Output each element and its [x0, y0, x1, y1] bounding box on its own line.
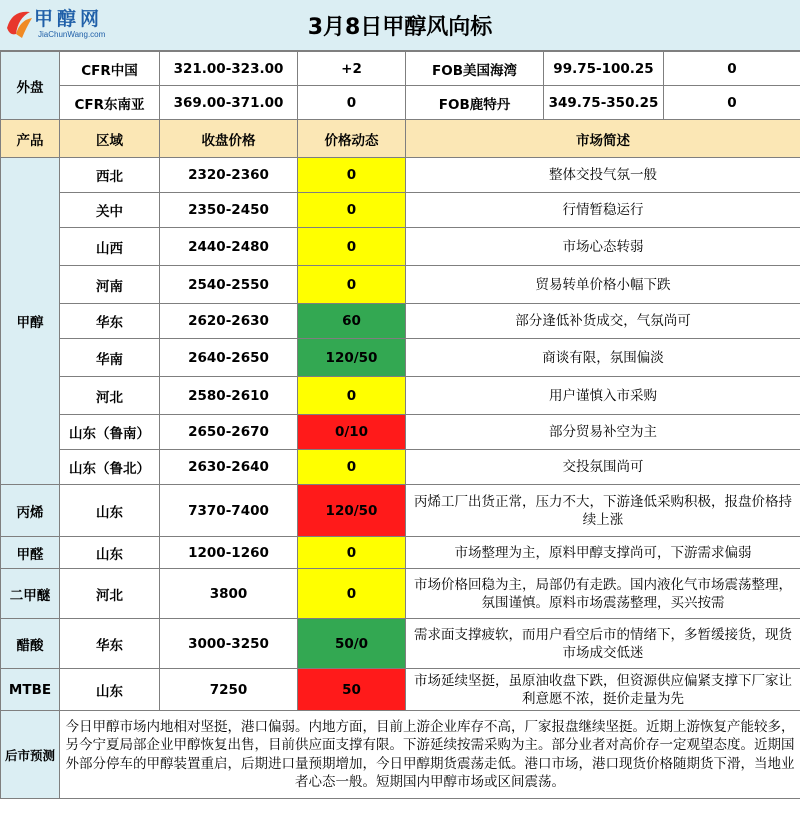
summary-cell: 需求面支撑疲软，而用户看空后市的情绪下，多暂缓接货，现货市场成交低迷 — [406, 619, 800, 669]
table-row — [1, 537, 800, 569]
summary-cell: 用户谨慎入市采购 — [406, 377, 800, 415]
header-price: 收盘价格 — [160, 120, 298, 158]
header-product: 产品 — [1, 120, 60, 158]
table-row — [1, 415, 800, 450]
product-cell: MTBE — [1, 669, 60, 711]
table-row — [1, 266, 800, 304]
outer-name: CFR东南亚 — [60, 86, 160, 120]
table-row — [1, 569, 800, 619]
summary-cell: 交投氛围尚可 — [406, 450, 800, 485]
summary-cell: 行情暂稳运行 — [406, 193, 800, 228]
header-change: 价格动态 — [298, 120, 406, 158]
product-cell: 甲醛 — [1, 537, 60, 569]
change-cell: 0 — [298, 228, 406, 266]
page-title: 3月8日甲醇风向标 — [307, 15, 493, 40]
outer-change: 0 — [298, 86, 406, 120]
region-cell: 华南 — [60, 339, 160, 377]
table-row — [1, 339, 800, 377]
change-cell: 0/10 — [298, 415, 406, 450]
outer-change: 0 — [664, 52, 800, 86]
logo-text: 甲醇网 — [34, 8, 104, 30]
table-row — [1, 485, 800, 537]
price-cell: 3800 — [160, 569, 298, 619]
region-cell: 河北 — [60, 569, 160, 619]
price-cell: 2540-2550 — [160, 266, 298, 304]
outer-price: 349.75-350.25 — [544, 86, 664, 120]
change-cell: 120/50 — [298, 485, 406, 537]
header-summary: 市场简述 — [406, 120, 800, 158]
table-row — [1, 377, 800, 415]
price-cell: 2650-2670 — [160, 415, 298, 450]
region-cell: 山东（鲁南） — [60, 415, 160, 450]
change-cell: 60 — [298, 304, 406, 339]
outer-row-2 — [1, 86, 800, 120]
product-cell: 二甲醚 — [1, 569, 60, 619]
table-row — [1, 450, 800, 485]
summary-cell: 商谈有限，氛围偏淡 — [406, 339, 800, 377]
price-cell: 2620-2630 — [160, 304, 298, 339]
region-cell: 华东 — [60, 304, 160, 339]
change-cell: 0 — [298, 377, 406, 415]
header-region: 区域 — [60, 120, 160, 158]
outer-change: 0 — [664, 86, 800, 120]
outer-name: FOB鹿特丹 — [406, 86, 544, 120]
column-headers — [1, 120, 800, 158]
price-cell: 3000-3250 — [160, 619, 298, 669]
region-cell: 山东 — [60, 485, 160, 537]
summary-cell: 部分贸易补空为主 — [406, 415, 800, 450]
change-cell: 50/0 — [298, 619, 406, 669]
change-cell: 0 — [298, 537, 406, 569]
change-cell: 50 — [298, 669, 406, 711]
price-cell: 2350-2450 — [160, 193, 298, 228]
product-cell: 丙烯 — [1, 485, 60, 537]
summary-cell: 贸易转单价格小幅下跌 — [406, 266, 800, 304]
price-cell: 2320-2360 — [160, 158, 298, 193]
outer-label: 外盘 — [1, 52, 60, 120]
price-cell: 7250 — [160, 669, 298, 711]
header-bar — [0, 0, 800, 51]
change-cell: 0 — [298, 266, 406, 304]
outer-name: FOB美国海湾 — [406, 52, 544, 86]
logo-url: JiaChunWang.com — [38, 30, 106, 39]
summary-cell: 市场整理为主，原料甲醇支撑尚可，下游需求偏弱 — [406, 537, 800, 569]
region-cell: 关中 — [60, 193, 160, 228]
outer-price: 369.00-371.00 — [160, 86, 298, 120]
outer-price: 321.00-323.00 — [160, 52, 298, 86]
change-cell: 0 — [298, 450, 406, 485]
table-row — [1, 158, 800, 193]
region-cell: 山东 — [60, 537, 160, 569]
outer-change: +2 — [298, 52, 406, 86]
region-cell: 华东 — [60, 619, 160, 669]
price-cell: 2580-2610 — [160, 377, 298, 415]
price-cell: 1200-1260 — [160, 537, 298, 569]
table-row — [1, 669, 800, 711]
region-cell: 河南 — [60, 266, 160, 304]
summary-cell: 丙烯工厂出货正常，压力不大，下游逢低采购积极，报盘价格持续上涨 — [406, 485, 800, 537]
table-row — [1, 193, 800, 228]
table-row — [1, 304, 800, 339]
change-cell: 0 — [298, 158, 406, 193]
change-cell: 0 — [298, 569, 406, 619]
region-cell: 西北 — [60, 158, 160, 193]
summary-cell: 市场价格回稳为主，局部仍有走跌。国内液化气市场震荡整理，氛围谨慎。原料市场震荡整理，买兴按需 — [406, 569, 800, 619]
price-cell: 2440-2480 — [160, 228, 298, 266]
table-row — [1, 619, 800, 669]
outer-price: 99.75-100.25 — [544, 52, 664, 86]
summary-cell: 部分逢低补货成交，气氛尚可 — [406, 304, 800, 339]
outer-row-1 — [1, 52, 800, 86]
change-cell: 0 — [298, 193, 406, 228]
region-cell: 山西 — [60, 228, 160, 266]
price-table — [0, 51, 800, 799]
region-cell: 山东 — [60, 669, 160, 711]
forecast-text: 今日甲醇市场内地相对坚挺，港口偏弱。内地方面，目前上游企业库存不高，厂家报盘继续坚挺。近期上游恢复产能较多，另今宁夏局部企业甲醇恢复出售，目前供应面支撑有限。下游延续按需采购为主。部分业者对高价存一定观望态度。近期国外部分停车的甲醇装置重启，后期进口量预期增加，今日甲醇期货震荡走低。港口市场，港口现货价格随期货下滑，当地业者心态一般。短期国内甲醇市场或区间震荡。 — [60, 711, 800, 799]
summary-cell: 整体交投气氛一般 — [406, 158, 800, 193]
change-cell: 120/50 — [298, 339, 406, 377]
region-cell: 山东（鲁北） — [60, 450, 160, 485]
forecast-label: 后市预测 — [1, 711, 60, 799]
price-cell: 7370-7400 — [160, 485, 298, 537]
price-cell: 2640-2650 — [160, 339, 298, 377]
outer-name: CFR中国 — [60, 52, 160, 86]
price-cell: 2630-2640 — [160, 450, 298, 485]
table-row — [1, 228, 800, 266]
product-cell: 醋酸 — [1, 619, 60, 669]
summary-cell: 市场延续坚挺，虽原油收盘下跌，但资源供应偏紧支撑下厂家让利意愿不浓，挺价走量为先 — [406, 669, 800, 711]
region-cell: 河北 — [60, 377, 160, 415]
product-methanol: 甲醇 — [1, 158, 60, 485]
forecast-row — [1, 711, 800, 799]
summary-cell: 市场心态转弱 — [406, 228, 800, 266]
